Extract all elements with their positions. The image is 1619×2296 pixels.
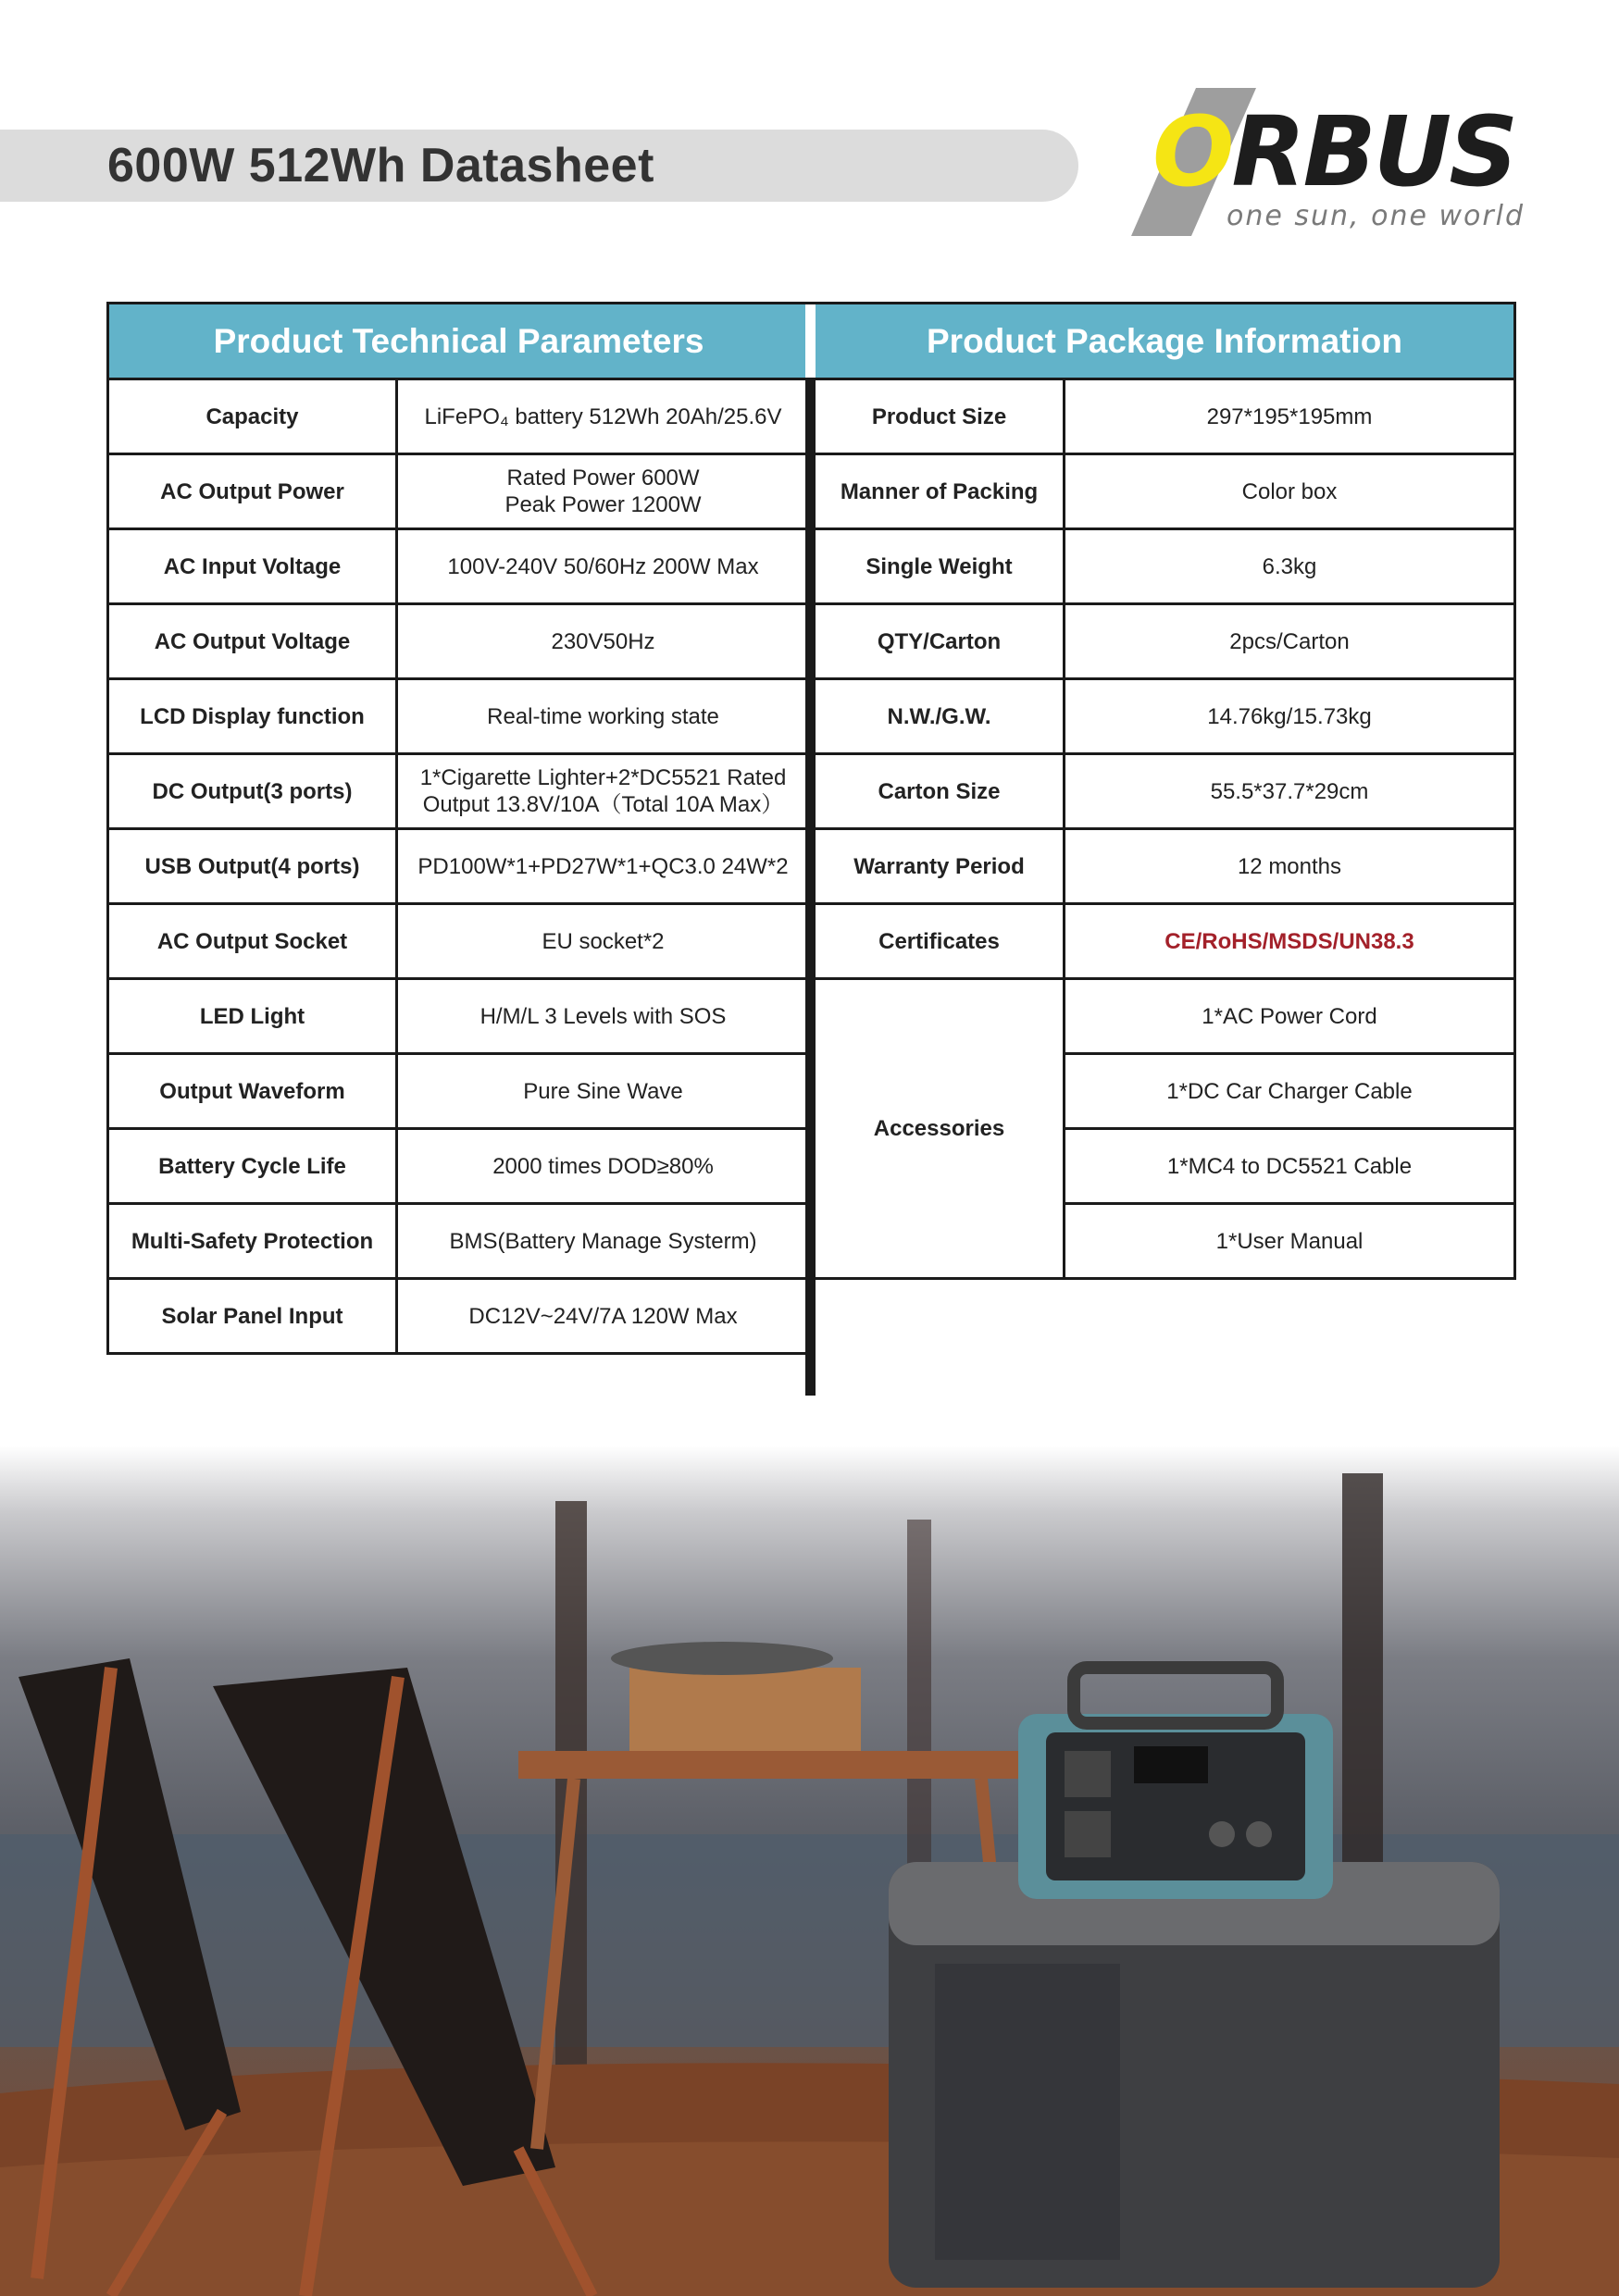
logo-tagline: one sun, one world — [1227, 200, 1526, 232]
package-value: 14.76kg/15.73kg — [1065, 679, 1515, 754]
param-label: Battery Cycle Life — [108, 1129, 397, 1204]
param-label: USB Output(4 ports) — [108, 829, 397, 904]
param-value: 2000 times DOD≥80% — [397, 1129, 810, 1204]
table-row — [815, 979, 1515, 1054]
param-label: Capacity — [108, 379, 397, 454]
accessory-item: 1*DC Car Charger Cable — [1065, 1054, 1515, 1129]
table-row — [108, 829, 810, 904]
accessory-item: 1*MC4 to DC5521 Cable — [1065, 1129, 1515, 1204]
table-row — [108, 754, 810, 829]
logo-wordmark — [1152, 95, 1516, 208]
param-value: DC12V~24V/7A 120W Max — [397, 1279, 810, 1354]
package-information-table — [813, 302, 1516, 1280]
table-row — [108, 1279, 810, 1354]
param-value-line2: Peak Power 1200W — [504, 492, 702, 517]
header-gap — [805, 304, 816, 378]
param-label: LED Light — [108, 979, 397, 1054]
param-label: Output Waveform — [108, 1054, 397, 1129]
logo-letters-rest: RBUS — [1231, 95, 1516, 208]
certificates-label: Certificates — [815, 904, 1065, 979]
table-row — [108, 604, 810, 679]
package-value: 297*195*195mm — [1065, 379, 1515, 454]
table-row — [815, 679, 1515, 754]
package-label: Single Weight — [815, 529, 1065, 604]
package-label: Product Size — [815, 379, 1065, 454]
table-row — [815, 379, 1515, 454]
table-row — [108, 379, 810, 454]
param-label: LCD Display function — [108, 679, 397, 754]
table-row — [108, 1204, 810, 1279]
datasheet-tables — [106, 302, 1513, 1396]
technical-parameters-table — [106, 302, 811, 1355]
table-row — [815, 454, 1515, 529]
package-label: Carton Size — [815, 754, 1065, 829]
param-value: 230V50Hz — [397, 604, 810, 679]
table-row — [108, 979, 810, 1054]
param-value — [397, 454, 810, 529]
param-value-line1: Rated Power 600W — [506, 465, 700, 490]
param-value — [397, 754, 810, 829]
param-value: PD100W*1+PD27W*1+QC3.0 24W*2 — [397, 829, 810, 904]
package-value: 12 months — [1065, 829, 1515, 904]
camping-scene-icon — [0, 1446, 1619, 2296]
param-value: H/M/L 3 Levels with SOS — [397, 979, 810, 1054]
page-title: 600W 512Wh Datasheet — [107, 139, 654, 192]
table-row — [108, 679, 810, 754]
accessories-label: Accessories — [815, 979, 1065, 1279]
accessory-item: 1*User Manual — [1065, 1204, 1515, 1279]
package-heading: Product Package Information — [815, 304, 1515, 379]
param-value: BMS(Battery Manage Systerm) — [397, 1204, 810, 1279]
package-label: Manner of Packing — [815, 454, 1065, 529]
param-label: AC Output Voltage — [108, 604, 397, 679]
table-row — [815, 829, 1515, 904]
param-label: Solar Panel Input — [108, 1279, 397, 1354]
certificates-value: CE/RoHS/MSDS/UN38.3 — [1065, 904, 1515, 979]
accessory-item: 1*AC Power Cord — [1065, 979, 1515, 1054]
param-value: EU socket*2 — [397, 904, 810, 979]
package-value: 55.5*37.7*29cm — [1065, 754, 1515, 829]
package-value: 6.3kg — [1065, 529, 1515, 604]
param-value: Pure Sine Wave — [397, 1054, 810, 1129]
table-row — [815, 604, 1515, 679]
package-label: Warranty Period — [815, 829, 1065, 904]
package-label: QTY/Carton — [815, 604, 1065, 679]
table-row — [815, 529, 1515, 604]
table-row — [108, 529, 810, 604]
logo-letter-o: O — [1152, 95, 1232, 208]
technical-heading: Product Technical Parameters — [108, 304, 810, 379]
package-label: N.W./G.W. — [815, 679, 1065, 754]
table-row — [815, 754, 1515, 829]
param-value-line1: 1*Cigarette Lighter+2*DC5521 Rated — [419, 765, 787, 790]
table-row — [108, 904, 810, 979]
table-row — [108, 454, 810, 529]
param-value: LiFePO₄ battery 512Wh 20Ah/25.6V — [397, 379, 810, 454]
param-value: Real-time working state — [397, 679, 810, 754]
param-label: AC Output Power — [108, 454, 397, 529]
param-value-line2: Output 13.8V/10A（Total 10A Max） — [422, 792, 784, 817]
package-value: Color box — [1065, 454, 1515, 529]
param-label: DC Output(3 ports) — [108, 754, 397, 829]
param-value: 100V-240V 50/60Hz 200W Max — [397, 529, 810, 604]
camping-photo — [0, 1446, 1619, 2296]
param-label: AC Input Voltage — [108, 529, 397, 604]
param-label: AC Output Socket — [108, 904, 397, 979]
table-row — [108, 1054, 810, 1129]
param-label: Multi-Safety Protection — [108, 1204, 397, 1279]
table-row — [108, 1129, 810, 1204]
package-value: 2pcs/Carton — [1065, 604, 1515, 679]
table-divider — [805, 302, 816, 1396]
